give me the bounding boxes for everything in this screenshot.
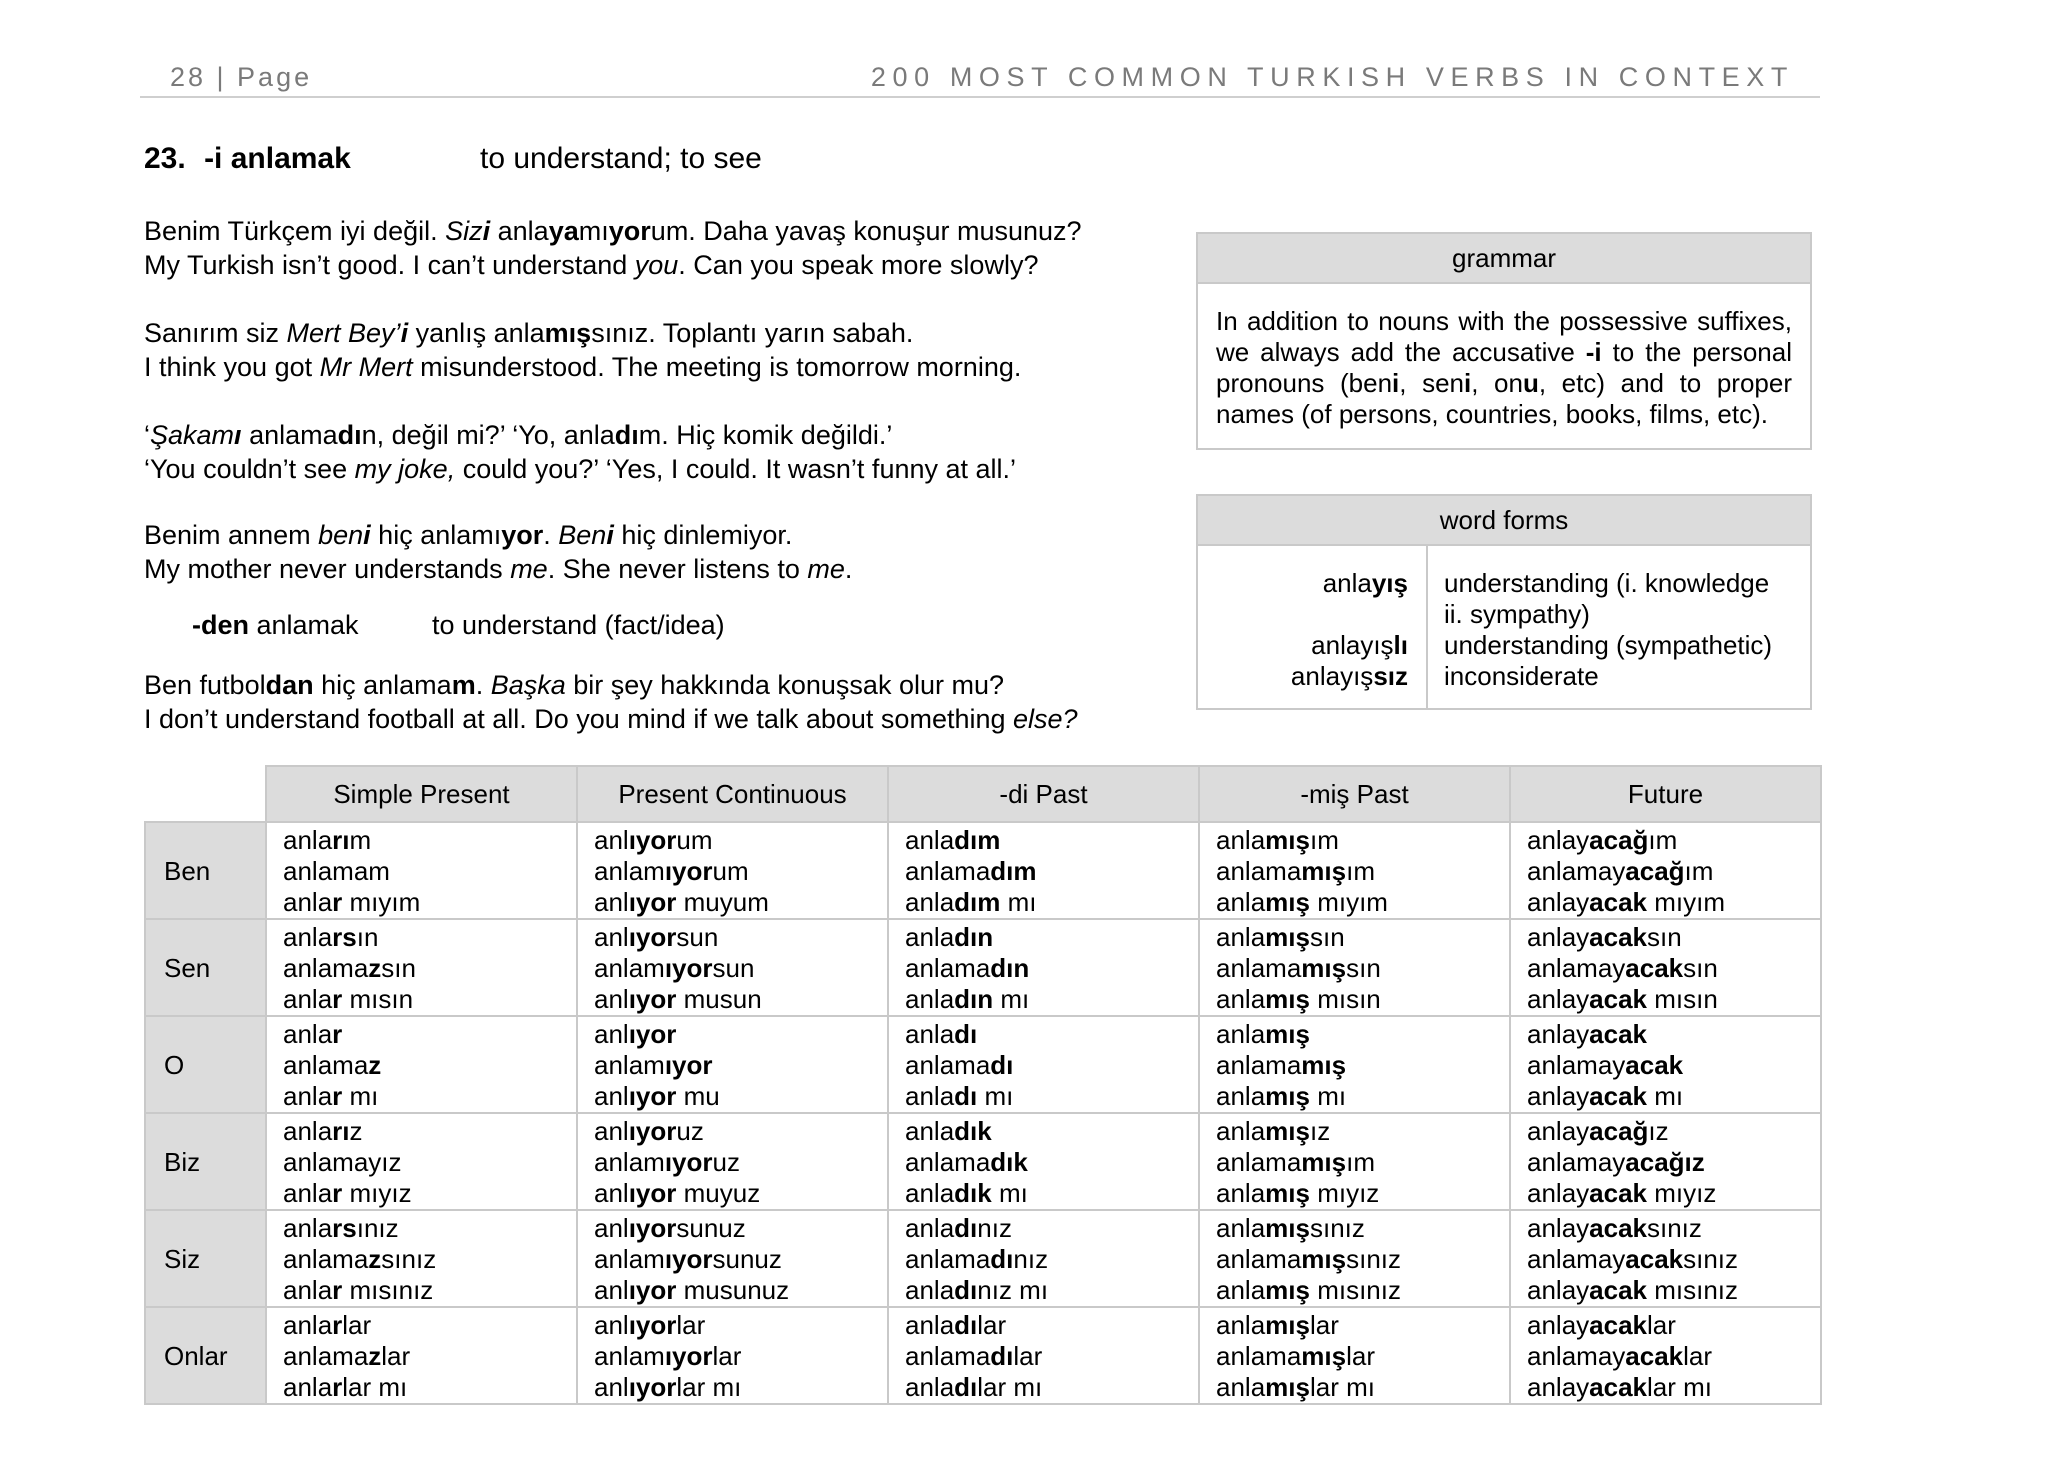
page-header [140, 58, 1820, 98]
sub-entry [192, 610, 725, 641]
conjugation-form: anladım [905, 825, 1001, 855]
conjugation-cell [577, 919, 888, 1016]
conjugation-form: anlar mıyım [283, 887, 421, 917]
conjugation-form: anlamayacağım [1527, 856, 1714, 886]
conjugation-form: anlamazsın [283, 953, 416, 983]
entry-verb: -i anlamak [204, 142, 351, 175]
pronoun-cell: O [145, 1016, 266, 1113]
conjugation-form: anlarsınız [283, 1213, 399, 1243]
conjugation-row [145, 1113, 1821, 1210]
conjugation-form: anlamışlar mı [1216, 1372, 1375, 1402]
conjugation-form: anlar [283, 1019, 343, 1049]
conjugation-row [145, 1307, 1821, 1404]
conjugation-form: anlamamış [1216, 1050, 1347, 1080]
conjugation-form: anlamamışlar [1216, 1341, 1375, 1371]
conjugation-form: anlıyorsun [594, 922, 719, 952]
conjugation-form: anlamamışım [1216, 856, 1375, 886]
conjugation-form: anlarlar [283, 1310, 372, 1340]
example-5 [144, 668, 1078, 736]
conjugation-form: anlayacaklar mı [1527, 1372, 1712, 1402]
sub-entry-suffix: -den [192, 610, 249, 640]
word-forms-title: word forms [1198, 496, 1810, 546]
conjugation-form: anlayacağız [1527, 1116, 1669, 1146]
conjugation-cell [1199, 919, 1510, 1016]
conjugation-form: anlamazsınız [283, 1244, 437, 1274]
conjugation-cell [577, 1016, 888, 1113]
conjugation-form: anlıyorum [594, 825, 713, 855]
entry-heading [144, 142, 762, 176]
conjugation-cell [577, 1113, 888, 1210]
conjugation-form: anlamışsınız [1216, 1213, 1365, 1243]
conjugation-form: anlamamışım [1216, 1147, 1375, 1177]
conjugation-form: anlamam [283, 856, 390, 886]
conjugation-form: anlamamışsın [1216, 953, 1381, 983]
conjugation-form: anladınız mı [905, 1275, 1049, 1305]
conjugation-cell [1199, 1307, 1510, 1404]
conjugation-cell [266, 1307, 577, 1404]
example-turkish: Benim annem beni hiç anlamıyor. Beni hiç dinlemiyor. [144, 520, 793, 550]
conjugation-form: anlıyoruz [594, 1116, 704, 1146]
example-english: ‘You couldn’t see my joke, could you?’ ‘Yes, I could. It wasn’t funny at all.’ [144, 454, 1017, 484]
pronoun-cell: Biz [145, 1113, 266, 1210]
conjugation-form: anladı mı [905, 1081, 1014, 1111]
conjugation-form: anlayacak mı [1527, 1081, 1684, 1111]
column-header: Present Continuous [577, 766, 888, 822]
conjugation-cell [1199, 1016, 1510, 1113]
conjugation-cell [266, 1113, 577, 1210]
conjugation-form: anlayacak mıyız [1527, 1178, 1717, 1208]
example-1 [144, 214, 1082, 282]
example-turkish: Benim Türkçem iyi değil. Sizi anlayamıyorum. Daha yavaş konuşur musunuz? [144, 216, 1082, 246]
conjugation-form: anladık mı [905, 1178, 1028, 1208]
conjugation-form: anlamadılar [905, 1341, 1043, 1371]
conjugation-cell [266, 822, 577, 919]
conjugation-form: anlamış mıyım [1216, 887, 1388, 917]
example-english: I don’t understand football at all. Do you mind if we talk about something else? [144, 704, 1078, 734]
conjugation-form: anlamıyor [594, 1050, 713, 1080]
conjugation-form: anlamadım [905, 856, 1037, 886]
conjugation-cell [1510, 1210, 1821, 1307]
conjugation-form: anlamışlar [1216, 1310, 1339, 1340]
pronoun-cell: Sen [145, 919, 266, 1016]
conjugation-form: anladık [905, 1116, 992, 1146]
conjugation-form: anladın mı [905, 984, 1030, 1014]
conjugation-form: anlamayacaksınız [1527, 1244, 1739, 1274]
conjugation-form: anlamayacaksın [1527, 953, 1718, 983]
conjugation-form: anlar mısınız [283, 1275, 434, 1305]
example-3 [144, 418, 1016, 486]
conjugation-row [145, 822, 1821, 919]
conjugation-form: anlarlar mı [283, 1372, 408, 1402]
conjugation-form: anlıyor muyum [594, 887, 769, 917]
conjugation-form: anlamayacaklar [1527, 1341, 1713, 1371]
example-english: My mother never understands me. She never listens to me. [144, 554, 853, 584]
example-english: My Turkish isn’t good. I can’t understand you. Can you speak more slowly? [144, 250, 1039, 280]
sub-entry-verb: anlamak [249, 610, 359, 640]
grammar-text: In addition to nouns with the possessive suffixes, we always add the accusative -i to the personal pronouns (beni, seni, onu, etc) and to proper names (of persons, countries, books, films, etc). [1216, 306, 1792, 429]
sub-entry-meaning: to understand (fact/idea) [432, 610, 725, 640]
pronoun-cell: Ben [145, 822, 266, 919]
conjugation-form: anlamadı [905, 1050, 1014, 1080]
conjugation-form: anlamazlar [283, 1341, 411, 1371]
conjugation-form: anlıyor mu [594, 1081, 720, 1111]
example-2 [144, 316, 1021, 384]
conjugation-form: anlamadık [905, 1147, 1028, 1177]
conjugation-row [145, 919, 1821, 1016]
conjugation-form: anlayacaksınız [1527, 1213, 1702, 1243]
pronoun-cell: Siz [145, 1210, 266, 1307]
conjugation-form: anlayacak mısın [1527, 984, 1718, 1014]
conjugation-form: anlıyor [594, 1019, 677, 1049]
conjugation-cell [1510, 919, 1821, 1016]
conjugation-cell [266, 1210, 577, 1307]
example-turkish: ‘Şakamı anlamadın, değil mi?’ ‘Yo, anladım. Hiç komik değildi.’ [144, 420, 893, 450]
conjugation-cell [1199, 1210, 1510, 1307]
conjugation-form: anlamıyoruz [594, 1147, 740, 1177]
example-turkish: Sanırım siz Mert Bey’i yanlış anlamışsınız. Toplantı yarın sabah. [144, 318, 914, 348]
header-corner [145, 766, 266, 822]
conjugation-form: anlıyor musunuz [594, 1275, 790, 1305]
conjugation-form: anlayacaklar [1527, 1310, 1676, 1340]
word-forms-box [1196, 494, 1812, 710]
conjugation-form: anlıyorsunuz [594, 1213, 746, 1243]
conjugation-form: anlamıyorlar [594, 1341, 742, 1371]
conjugation-form: anlamayız [283, 1147, 402, 1177]
conjugation-form: anlamıyorsun [594, 953, 755, 983]
grammar-title: grammar [1198, 234, 1810, 284]
conjugation-form: anlayacağım [1527, 825, 1678, 855]
conjugation-form: anlar mıyız [283, 1178, 412, 1208]
conjugation-form: anlayacak [1527, 1019, 1647, 1049]
conjugation-form: anlamış mı [1216, 1081, 1347, 1111]
conjugation-form: anlıyorlar [594, 1310, 706, 1340]
conjugation-cell [888, 1016, 1199, 1113]
word-forms-meanings: understanding (i. knowledge ii. sympathy) understanding (sympathetic) inconsiderate [1444, 568, 1773, 691]
conjugation-cell [266, 1016, 577, 1113]
conjugation-cell [577, 1307, 888, 1404]
conjugation-form: anlamış mısınız [1216, 1275, 1401, 1305]
conjugation-form: anlamamışsınız [1216, 1244, 1402, 1274]
conjugation-form: anlayacaksın [1527, 922, 1682, 952]
conjugation-cell [1199, 822, 1510, 919]
word-forms-words: anlayış anlayışlı anlayışsız [1198, 546, 1427, 708]
page-number: 28 | Page [170, 62, 313, 92]
conjugation-form: anlamıyorsunuz [594, 1244, 782, 1274]
column-header: -di Past [888, 766, 1199, 822]
conjugation-form: anladım mı [905, 887, 1037, 917]
conjugation-header-row [145, 766, 1821, 822]
conjugation-form: anlamışız [1216, 1116, 1331, 1146]
conjugation-row [145, 1210, 1821, 1307]
example-turkish: Ben futboldan hiç anlamam. Başka bir şey hakkında konuşsak olur mu? [144, 670, 1004, 700]
entry-number: 23. [144, 142, 186, 175]
conjugation-cell [1510, 822, 1821, 919]
conjugation-row [145, 1016, 1821, 1113]
conjugation-form: anlamış [1216, 1019, 1310, 1049]
grammar-box [1196, 232, 1812, 450]
conjugation-form: anlıyor musun [594, 984, 762, 1014]
conjugation-cell [266, 919, 577, 1016]
conjugation-form: anlayacak mısınız [1527, 1275, 1739, 1305]
conjugation-form: anlamadın [905, 953, 1030, 983]
conjugation-form: anlamışım [1216, 825, 1339, 855]
conjugation-cell [888, 1113, 1199, 1210]
conjugation-form: anlar mısın [283, 984, 414, 1014]
column-header: Future [1510, 766, 1821, 822]
entry-meaning: to understand; to see [480, 142, 762, 175]
conjugation-form: anlıyor muyuz [594, 1178, 761, 1208]
conjugation-form: anlamaz [283, 1050, 382, 1080]
pronoun-cell: Onlar [145, 1307, 266, 1404]
conjugation-form: anladınız [905, 1213, 1012, 1243]
conjugation-cell [577, 822, 888, 919]
conjugation-form: anlamış mıyız [1216, 1178, 1380, 1208]
conjugation-form: anladılar [905, 1310, 1007, 1340]
conjugation-form: anlamayacağız [1527, 1147, 1705, 1177]
conjugation-form: anlarsın [283, 922, 379, 952]
conjugation-form: anlar mı [283, 1081, 379, 1111]
conjugation-cell [888, 822, 1199, 919]
word-forms-table [1198, 546, 1810, 708]
conjugation-form: anladı [905, 1019, 978, 1049]
conjugation-form: anlarım [283, 825, 372, 855]
column-header: -miş Past [1199, 766, 1510, 822]
book-title: 200 MOST COMMON TURKISH VERBS IN CONTEXT [870, 62, 1794, 92]
conjugation-form: anladın [905, 922, 994, 952]
conjugation-form: anlamıyorum [594, 856, 749, 886]
conjugation-cell [888, 1210, 1199, 1307]
conjugation-form: anladılar mı [905, 1372, 1043, 1402]
example-4 [144, 518, 852, 586]
conjugation-form: anlamadınız [905, 1244, 1049, 1274]
conjugation-cell [1510, 1113, 1821, 1210]
conjugation-form: anlayacak mıyım [1527, 887, 1725, 917]
conjugation-form: anlarız [283, 1116, 363, 1146]
conjugation-cell [1199, 1113, 1510, 1210]
conjugation-form: anlamışsın [1216, 922, 1345, 952]
conjugation-table [144, 765, 1822, 1405]
column-header: Simple Present [266, 766, 577, 822]
conjugation-form: anlamış mısın [1216, 984, 1381, 1014]
conjugation-cell [1510, 1016, 1821, 1113]
conjugation-cell [888, 919, 1199, 1016]
example-english: I think you got Mr Mert misunderstood. The meeting is tomorrow morning. [144, 352, 1022, 382]
conjugation-form: anlıyorlar mı [594, 1372, 742, 1402]
conjugation-cell [888, 1307, 1199, 1404]
conjugation-form: anlamayacak [1527, 1050, 1684, 1080]
conjugation-cell [1510, 1307, 1821, 1404]
conjugation-cell [577, 1210, 888, 1307]
